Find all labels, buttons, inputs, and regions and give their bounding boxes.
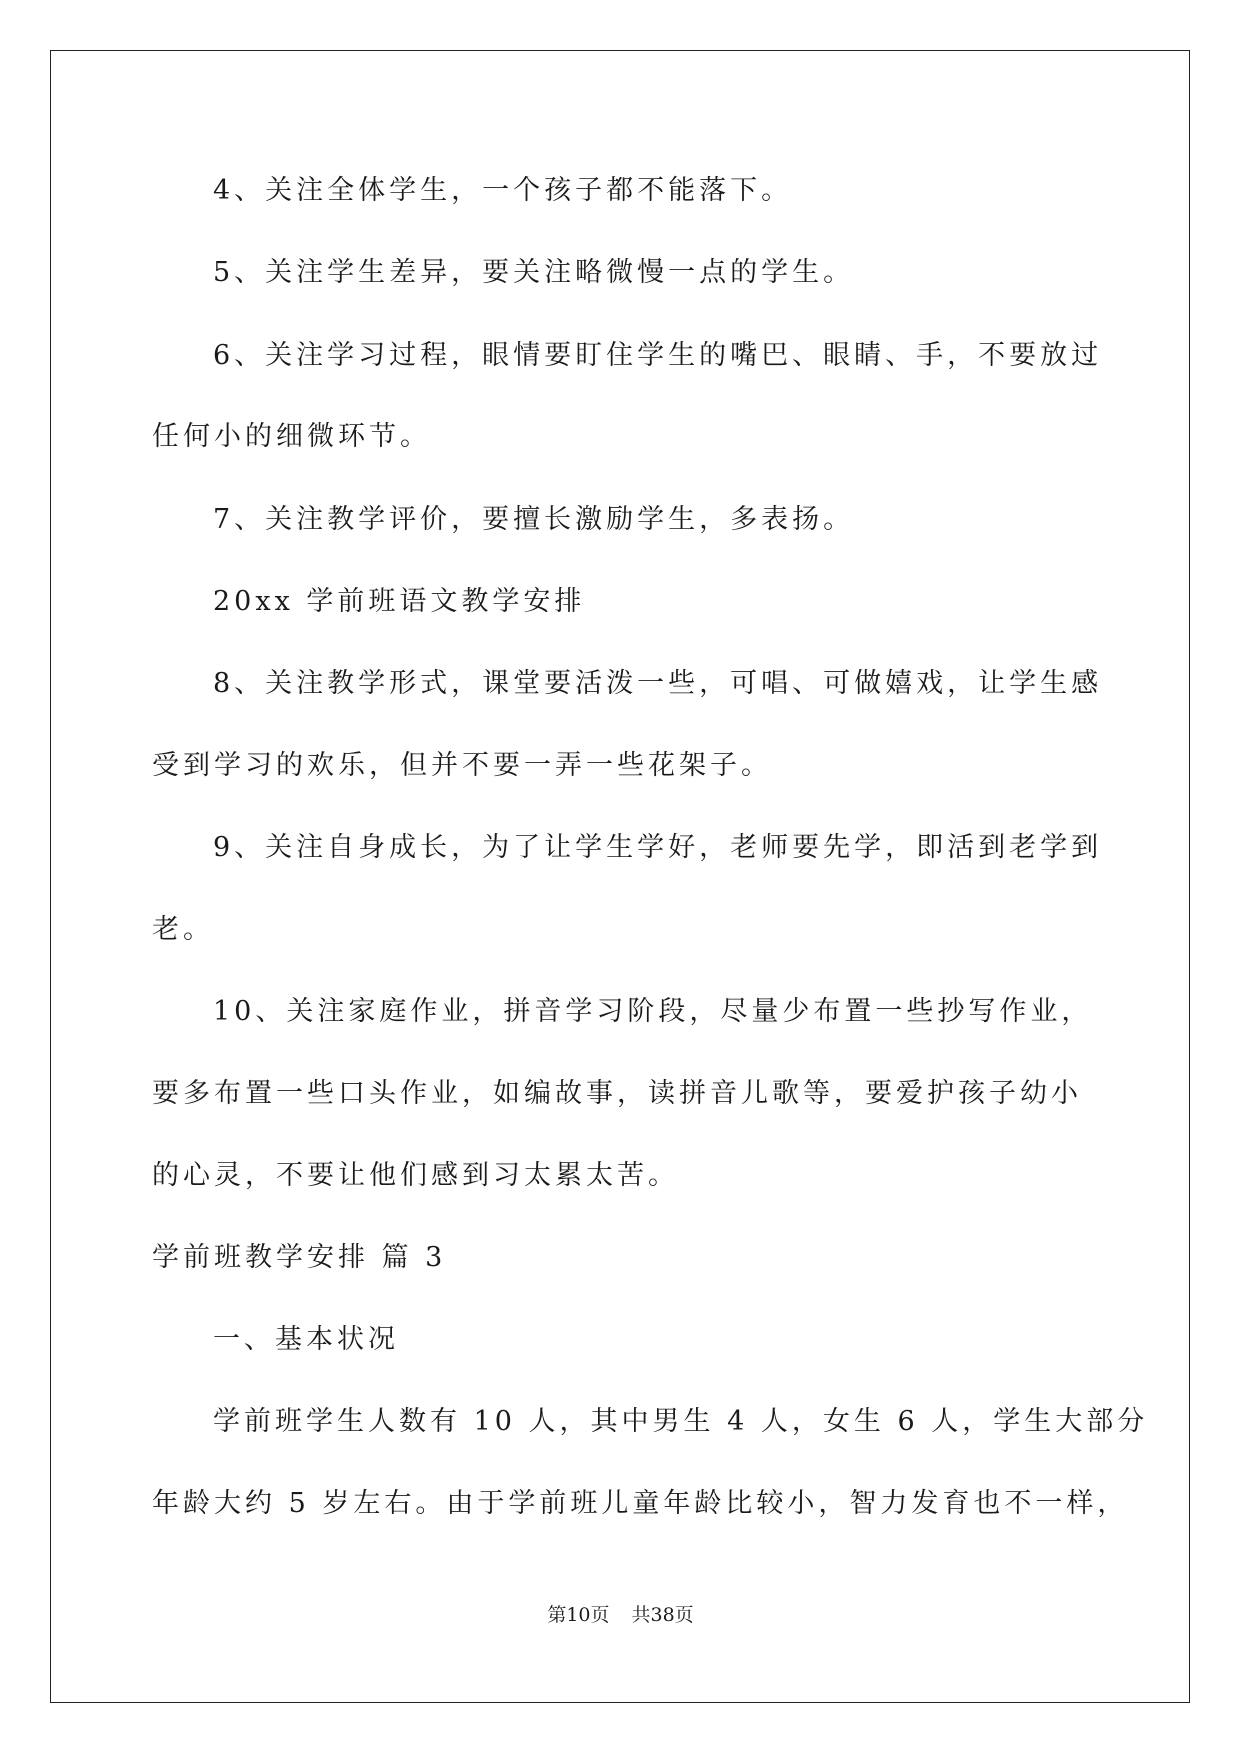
subsection-heading: 一、基本状况 [213, 1324, 399, 1355]
paragraph-item-5: 5、关注学生差异，要关注略微慢一点的学生。 [213, 257, 855, 288]
paragraph-item-9-line-1: 9、关注自身成长，为了让学生学好，老师要先学，即活到老学到 [213, 832, 1103, 863]
page-footer [0, 1603, 1241, 1627]
paragraph-item-6-line-1: 6、关注学习过程，眼情要盯住学生的嘴巴、眼睛、手，不要放过 [213, 340, 1103, 371]
paragraph-item-10-line-1: 10、关注家庭作业，拼音学习阶段，尽量少布置一些抄写作业， [213, 996, 1093, 1027]
page-border [50, 50, 1190, 1703]
paragraph-item-6-line-2: 任何小的细微环节。 [152, 421, 431, 452]
subheading-year-plan: 20xx 学前班语文教学安排 [213, 586, 586, 617]
paragraph-item-10-line-3: 的心灵，不要让他们感到习太累太苦。 [152, 1160, 679, 1191]
paragraph-item-8-line-2: 受到学习的欢乐，但并不要一弄一些花架子。 [152, 750, 772, 781]
section-heading: 学前班教学安排 篇 3 [152, 1242, 447, 1273]
paragraph-item-9-line-2: 老。 [152, 914, 214, 945]
paragraph-body-line-1: 学前班学生人数有 10 人，其中男生 4 人，女生 6 人，学生大部分 [213, 1406, 1149, 1437]
paragraph-item-7: 7、关注教学评价，要擅长激励学生，多表扬。 [213, 504, 855, 535]
current-page-number: 第10页 [547, 1604, 610, 1626]
paragraph-item-10-line-2: 要多布置一些口头作业，如编故事，读拼音儿歌等，要爱护孩子幼小 [152, 1078, 1082, 1109]
paragraph-body-line-2: 年龄大约 5 岁左右。由于学前班儿童年龄比较小，智力发育也不一样， [152, 1488, 1129, 1519]
total-pages: 共38页 [631, 1604, 694, 1626]
paragraph-item-8-line-1: 8、关注教学形式，课堂要活泼一些，可唱、可做嬉戏，让学生感 [213, 668, 1103, 699]
paragraph-item-4: 4、关注全体学生，一个孩子都不能落下。 [213, 175, 793, 206]
